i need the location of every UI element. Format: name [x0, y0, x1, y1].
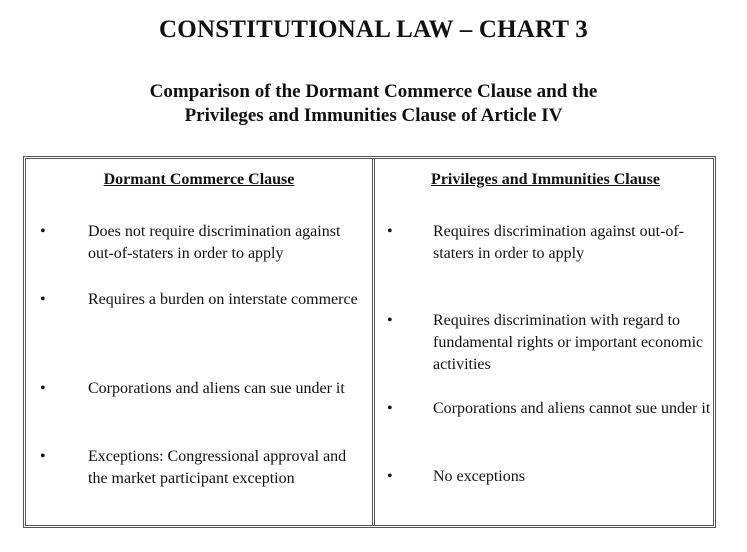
privileges-item-3: Corporations and aliens cannot sue under it [433, 400, 711, 417]
bullet-icon: • [40, 380, 46, 397]
dormant-item-3: Corporations and aliens can sue under it [88, 380, 345, 397]
privileges-item-1: Requires discrimination against out-of-staters in order to apply [433, 223, 685, 262]
column-divider [372, 159, 375, 525]
dormant-item-4: Exceptions: Congressional approval and the market participant exception [88, 448, 347, 487]
bullet-icon: • [387, 223, 393, 240]
privileges-item-4: No exceptions [433, 468, 525, 485]
bullet-icon: • [387, 312, 393, 329]
dormant-item-1: Does not require discrimination against out-of-staters in order to apply [88, 223, 341, 262]
page-subtitle [0, 80, 747, 128]
comparison-table [23, 156, 716, 528]
bullet-icon: • [40, 223, 46, 240]
privileges-item-2: Requires discrimination with regard to fundamental rights or important economic activities [433, 312, 704, 373]
dormant-item-2: Requires a burden on interstate commerce [88, 291, 358, 308]
subtitle-line-1: Comparison of the Dormant Commerce Clause and the [149, 81, 598, 102]
bullet-icon: • [40, 291, 46, 308]
dormant-commerce-heading: Dormant Commerce Clause [103, 171, 295, 188]
privileges-immunities-heading: Privileges and Immunities Clause [431, 171, 660, 188]
bullet-icon: • [387, 468, 393, 485]
subtitle-line-2: Privileges and Immunities Clause of Article IV [184, 105, 563, 126]
page-title: CONSTITUTIONAL LAW – CHART 3 [159, 16, 588, 43]
bullet-icon: • [40, 448, 46, 465]
bullet-icon: • [387, 400, 393, 417]
